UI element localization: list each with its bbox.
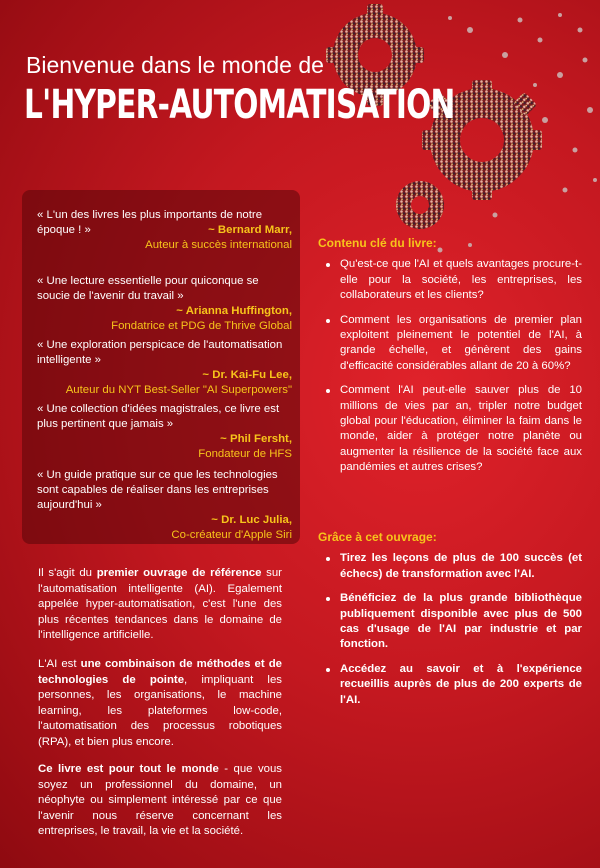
- text-run-bold: une combinaison de méthodes et de technologies de pointe: [38, 658, 283, 686]
- quotes-panel: [22, 190, 300, 544]
- contenu-list: [318, 257, 582, 475]
- title-line1: Bienvenue dans le monde de: [26, 52, 324, 78]
- contenu-section: [318, 236, 582, 485]
- list-item-text: Comment l'AI peut-elle sauver plus de 10 millions de vies par an, tripler notre budget global pour l'éducation, éliminer la faim dans le monde, aider à protéger notre planète ou augmenter la résilience de la société face aux pandémies et autres crises?: [340, 384, 582, 474]
- contenu-heading: Contenu clé du livre:: [318, 236, 437, 250]
- list-item: [318, 383, 582, 475]
- bullet-icon: [326, 597, 330, 601]
- list-item-text: Comment les organisations de premier plan exploitent pleinement le potentiel de l'AI, à grande échelle, et génèrent des gains d'efficacité considérables allant de 20 à 60%?: [340, 313, 582, 372]
- list-item-text: Accédez au savoir et à l'expérience recueillis auprès de plus de 200 experts de l'AI.: [340, 662, 582, 706]
- grace-list: [318, 551, 582, 708]
- page-title: L'HYPER-AUTOMATISATION: [24, 82, 455, 128]
- quote-role: Fondatrice et PDG de Thrive Global: [111, 320, 292, 332]
- quote-text: « Une exploration perspicace de l'automatisation intelligente »: [37, 339, 283, 366]
- text-run: - que vous soyez un professionnel du domaine, un néophyte ou simplement intéressé par ce que l'avenir nous réserve concernant les entreprises, le travail, la vie et la société.: [38, 763, 282, 837]
- quote-3: [37, 338, 292, 398]
- paragraph-intro: [38, 566, 282, 644]
- bullet-icon: [326, 557, 330, 561]
- text-run: Il s'agit du: [38, 567, 97, 579]
- quote-4: [37, 402, 292, 462]
- list-item-text: Qu'est-ce que l'AI et quels avantages procure-t-elle pour la société, les entreprises, les collaborateurs et les clients?: [340, 258, 582, 302]
- bullet-icon: [326, 389, 330, 393]
- grace-heading: Grâce à cet ouvrage:: [318, 530, 437, 544]
- quote-text: « Une lecture essentielle pour quiconque se soucie de l'avenir du travail »: [37, 275, 259, 302]
- quote-text: « L'un des livres les plus importants de notre époque ! »: [37, 209, 263, 236]
- list-item: [318, 257, 582, 303]
- quote-5: [37, 468, 292, 543]
- quote-role: Co-créateur d'Apple Siri: [171, 529, 292, 541]
- paragraph-definition: [38, 657, 282, 750]
- quote-text: « Une collection d'idées magistrales, ce livre est plus pertinent que jamais »: [37, 403, 280, 430]
- quote-author: ~ Bernard Marr,: [208, 224, 292, 236]
- list-item: [318, 591, 582, 653]
- quote-text: « Un guide pratique sur ce que les technologies sont capables de réaliser dans les entreprises aujourd'hui »: [37, 469, 278, 511]
- quote-author: ~ Arianna Huffington,: [176, 305, 292, 317]
- text-run-bold: premier ouvrage de référence: [96, 567, 262, 579]
- bullet-icon: [326, 668, 330, 672]
- text-run: L'AI est: [38, 658, 81, 670]
- quote-author: ~ Dr. Luc Julia,: [211, 514, 292, 526]
- paragraph-audience: [38, 762, 282, 840]
- quote-1: [37, 208, 292, 253]
- quote-2: [37, 274, 292, 334]
- quote-role: Auteur du NYT Best-Seller "AI Superpowers": [65, 384, 292, 396]
- quote-author: ~ Phil Fersht,: [220, 433, 292, 445]
- list-item: [318, 551, 582, 582]
- bullet-icon: [326, 319, 330, 323]
- text-run: sur l'automatisation intelligente (AI). Egalement appelée hyper-automatisation, c'est l'une des plus récentes tendances dans le domaine de l'intelligence artificielle.: [38, 567, 282, 641]
- quote-role: Fondateur de HFS: [198, 448, 292, 460]
- text-run: , impliquant les personnes, les organisations, le machine learning, les plateformes low-code, l'automatisation des processus robotiques (RPA), et bien plus encore.: [38, 673, 282, 748]
- text-run-bold: Ce livre est pour tout le monde: [38, 763, 219, 775]
- bullet-icon: [326, 263, 330, 267]
- grace-section: [318, 530, 582, 717]
- list-item: [318, 313, 582, 375]
- list-item-text: Bénéficiez de la plus grande bibliothèque publiquement disponible avec plus de 500 cas d'usage de l'AI par industrie et par fonction.: [340, 592, 582, 651]
- list-item-text: Tirez les leçons de plus de 100 succès (et échecs) de transformation avec l'AI.: [340, 552, 582, 580]
- quote-role: Auteur à succès international: [145, 239, 292, 251]
- list-item: [318, 662, 582, 708]
- quote-author: ~ Dr. Kai-Fu Lee,: [202, 369, 292, 381]
